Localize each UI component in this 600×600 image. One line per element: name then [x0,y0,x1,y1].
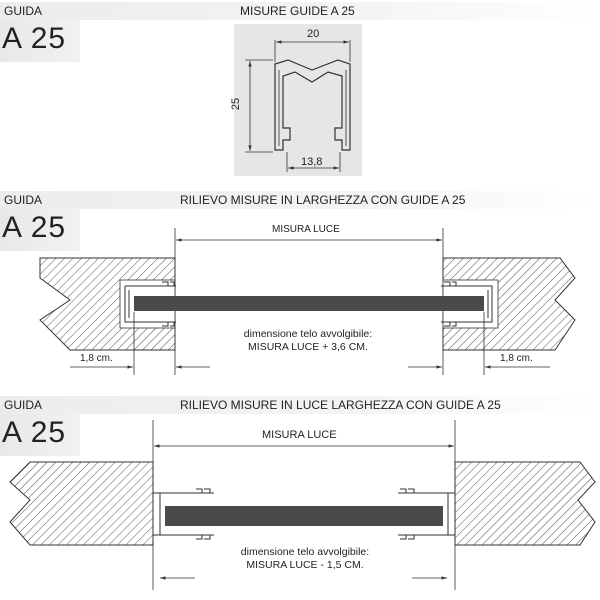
a25-tag-text-1: A 25 [2,22,67,55]
a25-tag-text-2: A 25 [2,211,67,244]
misura-luce-label-2: MISURA LUCE [272,224,340,235]
section-title-2: RILIEVO MISURE IN LARGHEZZA CON GUIDE A 25 [180,193,466,207]
shutter-slat-2 [134,296,484,311]
a25-tag-text-3: A 25 [2,416,67,449]
telo-note-2-line1: dimensione telo avvolgibile: [243,328,373,340]
telo-note-3 [230,546,380,572]
guida-label-1: GUIDA [4,4,43,18]
dim-width-line [275,40,350,62]
offset-left-label: 1,8 cm. [80,353,113,364]
telo-note-2 [228,328,388,354]
dim-width-label: 20 [307,28,320,40]
guida-label-3: GUIDA [4,398,43,412]
dim-height-label: 25 [230,97,243,111]
telo-note-2-line2: MISURA LUCE + 3,6 CM. [248,341,368,353]
section-title-3: RILIEVO MISURE IN LUCE LARGHEZZA CON GUIDE A 25 [180,398,501,412]
misura-luce-label-3: MISURA LUCE [262,429,337,441]
offset-right-label: 1,8 cm. [500,353,533,364]
wall-right-3 [455,462,595,545]
dim-inner-label: 13,8 [301,156,323,168]
guide-profile [275,60,350,150]
guida-label-2: GUIDA [4,193,43,207]
dim-height-line [245,60,273,152]
section-title-1: MISURE GUIDE A 25 [240,4,355,18]
shutter-slat-3 [165,506,443,526]
telo-note-3-line1: dimensione telo avvolgibile: [240,546,370,558]
wall-left-3 [10,462,153,545]
telo-note-3-line2: MISURA LUCE - 1,5 CM. [246,559,364,571]
